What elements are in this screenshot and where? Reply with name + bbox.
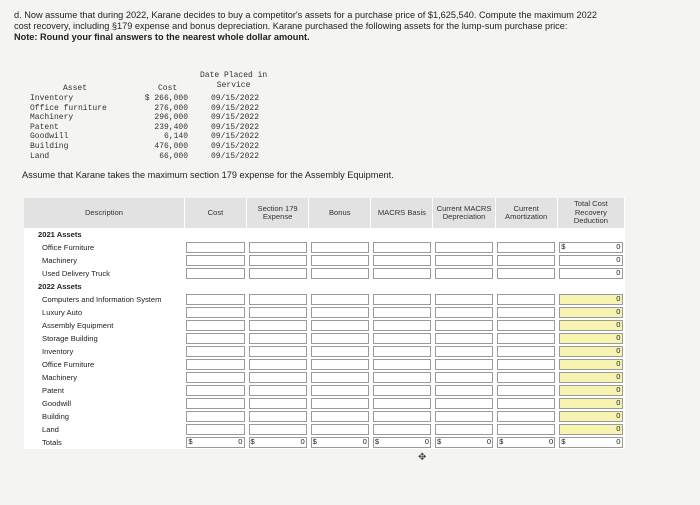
cost-input[interactable] (184, 241, 246, 254)
section-179-input[interactable] (247, 254, 309, 267)
bonus-input[interactable] (309, 293, 371, 306)
asset-cost: $ 266,000 (144, 94, 188, 103)
row-label: Office Furniture (24, 241, 184, 254)
total-value: 0 (616, 359, 621, 368)
table-row (24, 371, 625, 384)
total-value: 0 (616, 411, 621, 420)
total-sec179 (247, 436, 309, 449)
total-recovery-output (557, 371, 624, 384)
totals-row (24, 436, 625, 449)
current-amortization-input[interactable] (495, 397, 557, 410)
row-label: Luxury Auto (24, 306, 184, 319)
blank-cell (433, 228, 495, 241)
bonus-input[interactable] (309, 345, 371, 358)
total-amount: 0 (486, 437, 492, 446)
asset-cost: 276,000 (154, 103, 188, 113)
asset-cost: 66,000 (159, 151, 188, 161)
blank-cell (247, 228, 309, 241)
macrs-basis-input[interactable] (371, 267, 433, 280)
macrs-basis-input[interactable] (371, 384, 433, 397)
table-row (24, 267, 625, 280)
total-value: 0 (616, 268, 621, 277)
total-value: 0 (616, 333, 621, 342)
table-row (24, 384, 625, 397)
cost-input[interactable] (184, 423, 246, 436)
blank-cell (184, 280, 246, 293)
current-macrs-input[interactable] (433, 410, 495, 423)
cost-input[interactable] (184, 319, 246, 332)
current-macrs-input[interactable] (433, 306, 495, 319)
macrs-basis-input[interactable] (371, 397, 433, 410)
total-value: 0 (616, 385, 621, 394)
total-macrs (433, 436, 495, 449)
total-recovery-output (557, 293, 624, 306)
date-header: Date Placed in Service (200, 71, 268, 90)
section-179-input[interactable] (247, 267, 309, 280)
blank-cell (309, 280, 371, 293)
row-label: Assembly Equipment (24, 319, 184, 332)
total-value: 0 (616, 320, 621, 329)
macrs-basis-input[interactable] (371, 358, 433, 371)
current-macrs-input[interactable] (433, 397, 495, 410)
asset-name: Machinery (30, 113, 74, 123)
header-cost: Cost (184, 198, 246, 228)
section-179-input[interactable] (247, 319, 309, 332)
current-amortization-input[interactable] (495, 410, 557, 423)
total-recovery-output (557, 423, 624, 436)
current-macrs-input[interactable] (433, 371, 495, 384)
rounding-note: Note: Round your final answers to the nearest whole dollar amount. (14, 32, 310, 42)
current-macrs-input[interactable] (433, 423, 495, 436)
macrs-basis-input[interactable] (371, 332, 433, 345)
macrs-basis-input[interactable] (371, 306, 433, 319)
header-macrs-basis: MACRS Basis (371, 198, 433, 228)
total-recovery-output (557, 332, 624, 345)
asset-date: 09/15/2022 (211, 113, 260, 123)
total-value: 0 (616, 255, 621, 264)
blank-cell (371, 228, 433, 241)
asset-name: Goodwill (30, 132, 69, 142)
macrs-basis-input[interactable] (371, 371, 433, 384)
table-row (24, 332, 625, 345)
row-label: Building (24, 410, 184, 423)
current-amortization-input[interactable] (495, 358, 557, 371)
total-cost (184, 436, 246, 449)
row-label: Storage Building (24, 332, 184, 345)
header-section-179: Section 179 Expense (247, 198, 309, 228)
total-amount: 0 (362, 437, 367, 446)
row-label: Patent (24, 384, 184, 397)
current-amortization-input[interactable] (495, 267, 557, 280)
asset-date: 09/15/2022 (211, 142, 260, 151)
current-amortization-input[interactable] (495, 254, 557, 267)
asset-date: 09/15/2022 (211, 151, 260, 161)
current-amortization-input[interactable] (495, 384, 557, 397)
row-label: Land (24, 423, 184, 436)
cost-header: Cost (158, 84, 178, 93)
current-amortization-input[interactable] (495, 306, 557, 319)
row-label: Goodwill (24, 397, 184, 410)
blank-cell (433, 280, 495, 293)
table-row (24, 293, 625, 306)
current-amortization-input[interactable] (495, 423, 557, 436)
bonus-input[interactable] (309, 371, 371, 384)
header-bonus: Bonus (309, 198, 371, 228)
cost-input[interactable] (184, 306, 246, 319)
blank-cell (495, 228, 557, 241)
current-amortization-input[interactable] (495, 293, 557, 306)
asset-name: Building (30, 142, 69, 151)
section-179-input[interactable] (247, 371, 309, 384)
macrs-basis-input[interactable] (371, 423, 433, 436)
total-amort (495, 436, 557, 449)
blank-cell (371, 280, 433, 293)
row-label: Machinery (24, 254, 184, 267)
asset-cost: 6,140 (163, 132, 188, 142)
section-179-input[interactable] (247, 241, 309, 254)
row-label: 2022 Assets (24, 280, 184, 293)
current-amortization-input[interactable] (495, 345, 557, 358)
current-macrs-input[interactable] (433, 241, 495, 254)
total-recovery-output (557, 358, 624, 371)
section-179-input[interactable] (247, 332, 309, 345)
table-row (24, 241, 625, 254)
bonus-input[interactable] (309, 332, 371, 345)
macrs-basis-input[interactable] (371, 241, 433, 254)
table-row (24, 306, 625, 319)
total-recovery-output (557, 241, 624, 254)
dollar-sign: $ (374, 437, 380, 446)
total-recovery-output (557, 384, 624, 397)
macrs-basis-input[interactable] (371, 319, 433, 332)
total-recovery-output (557, 319, 624, 332)
asset-date: 09/15/2022 (211, 122, 260, 132)
total-recovery-output (557, 345, 624, 358)
question-body: d. Now assume that during 2022, Karane decides to buy a competitor's assets for a purchase price of $1,625,540. Compute the maximum 2022 cost recovery, including §179 expense and bonus depreciation. Karane purchased the following assets for the lump-sum purchase price: (14, 10, 597, 31)
section-179-input[interactable] (247, 345, 309, 358)
bonus-input[interactable] (309, 410, 371, 423)
total-value: 0 (616, 346, 621, 355)
cost-input[interactable] (184, 371, 246, 384)
total-bonus (309, 436, 371, 449)
total-value: 0 (616, 372, 621, 381)
current-macrs-input[interactable] (433, 293, 495, 306)
asset-cost: 296,000 (154, 113, 188, 123)
cost-input[interactable] (184, 332, 246, 345)
macrs-basis-input[interactable] (371, 293, 433, 306)
table-row (24, 358, 625, 371)
row-label: Machinery (24, 371, 184, 384)
row-label: 2021 Assets (24, 228, 184, 241)
total-value: 0 (616, 424, 621, 433)
current-macrs-input[interactable] (433, 332, 495, 345)
section-179-input[interactable] (247, 410, 309, 423)
mouse-cursor-icon: ✥ (418, 452, 427, 463)
cost-input[interactable] (184, 410, 246, 423)
bonus-input[interactable] (309, 306, 371, 319)
asset-name: Land (30, 151, 50, 161)
dollar-sign: $ (561, 437, 566, 446)
current-macrs-input[interactable] (433, 254, 495, 267)
asset-name: Inventory (30, 94, 74, 103)
total-amount: 0 (616, 437, 621, 446)
section-179-input[interactable] (247, 306, 309, 319)
cost-input[interactable] (184, 293, 246, 306)
total-total (557, 436, 624, 449)
blank-cell (495, 280, 557, 293)
current-macrs-input[interactable] (433, 384, 495, 397)
asset-header: Asset (63, 84, 88, 93)
table-row (24, 254, 625, 267)
current-macrs-input[interactable] (433, 345, 495, 358)
cost-recovery-table (24, 198, 625, 449)
dollar-sign: $ (312, 437, 317, 446)
total-value: 0 (616, 307, 621, 316)
macrs-basis-input[interactable] (371, 410, 433, 423)
section-179-input[interactable] (247, 358, 309, 371)
bonus-input[interactable] (309, 241, 371, 254)
cost-input[interactable] (184, 358, 246, 371)
total-amount: 0 (549, 437, 554, 446)
totals-label: Totals (24, 436, 184, 449)
cost-input[interactable] (184, 267, 246, 280)
current-macrs-input[interactable] (433, 267, 495, 280)
asset-date: 09/15/2022 (211, 94, 260, 103)
header-current-amortization: Current Amortization (495, 198, 557, 228)
table-row (24, 228, 625, 241)
current-amortization-input[interactable] (495, 332, 557, 345)
asset-name: Patent (30, 122, 59, 132)
total-recovery-output (557, 410, 624, 423)
header-total-recovery: Total Cost Recovery Deduction (557, 198, 624, 228)
total-basis (371, 436, 433, 449)
dollar-sign: $ (561, 242, 566, 251)
current-amortization-input[interactable] (495, 371, 557, 384)
cost-input[interactable] (184, 345, 246, 358)
bonus-input[interactable] (309, 267, 371, 280)
bonus-input[interactable] (309, 397, 371, 410)
cost-input[interactable] (184, 397, 246, 410)
total-recovery-output (557, 267, 624, 280)
dollar-sign: $ (436, 437, 442, 446)
total-value: 0 (616, 398, 621, 407)
asset-cost: 476,000 (154, 142, 188, 151)
asset-name: Office furniture (30, 103, 107, 113)
section-179-input[interactable] (247, 293, 309, 306)
macrs-basis-input[interactable] (371, 254, 433, 267)
asset-date: 09/15/2022 (211, 132, 260, 142)
blank-cell (247, 280, 309, 293)
blank-cell (557, 280, 624, 293)
dollar-sign: $ (250, 437, 255, 446)
cost-input[interactable] (184, 384, 246, 397)
total-recovery-output (557, 306, 624, 319)
cost-input[interactable] (184, 254, 246, 267)
dollar-sign: $ (499, 437, 504, 446)
bonus-input[interactable] (309, 319, 371, 332)
bonus-input[interactable] (309, 384, 371, 397)
table-row (24, 423, 625, 436)
table-row (24, 280, 625, 293)
row-label: Office Furniture (24, 358, 184, 371)
current-macrs-input[interactable] (433, 319, 495, 332)
header-current-macrs: Current MACRS Depreciation (433, 198, 495, 228)
bonus-input[interactable] (309, 358, 371, 371)
total-amount: 0 (424, 437, 429, 446)
table-row (24, 410, 625, 423)
total-recovery-output (557, 254, 624, 267)
section-179-input[interactable] (247, 384, 309, 397)
asset-cost: 239,400 (154, 122, 188, 132)
assumption-text: Assume that Karane takes the maximum section 179 expense for the Assembly Equipment. (22, 170, 394, 180)
section-179-input[interactable] (247, 397, 309, 410)
question-text (14, 10, 614, 43)
header-desc: Description (24, 198, 184, 228)
macrs-basis-input[interactable] (371, 345, 433, 358)
total-recovery-output (557, 397, 624, 410)
current-amortization-input[interactable] (495, 241, 557, 254)
row-label: Used Delivery Truck (24, 267, 184, 280)
table-row (24, 319, 625, 332)
row-label: Inventory (24, 345, 184, 358)
blank-cell (184, 228, 246, 241)
table-row (24, 345, 625, 358)
total-value: 0 (616, 294, 621, 303)
asset-date: 09/15/2022 (211, 103, 260, 113)
table-row (24, 397, 625, 410)
row-label: Computers and Information System (24, 293, 184, 306)
bonus-input[interactable] (309, 423, 371, 436)
total-value: 0 (616, 242, 621, 251)
total-amount: 0 (300, 437, 305, 446)
blank-cell (557, 228, 624, 241)
blank-cell (309, 228, 371, 241)
dollar-sign: $ (188, 437, 193, 446)
total-amount: 0 (238, 437, 243, 446)
current-macrs-input[interactable] (433, 358, 495, 371)
bonus-input[interactable] (309, 254, 371, 267)
current-amortization-input[interactable] (495, 319, 557, 332)
section-179-input[interactable] (247, 423, 309, 436)
